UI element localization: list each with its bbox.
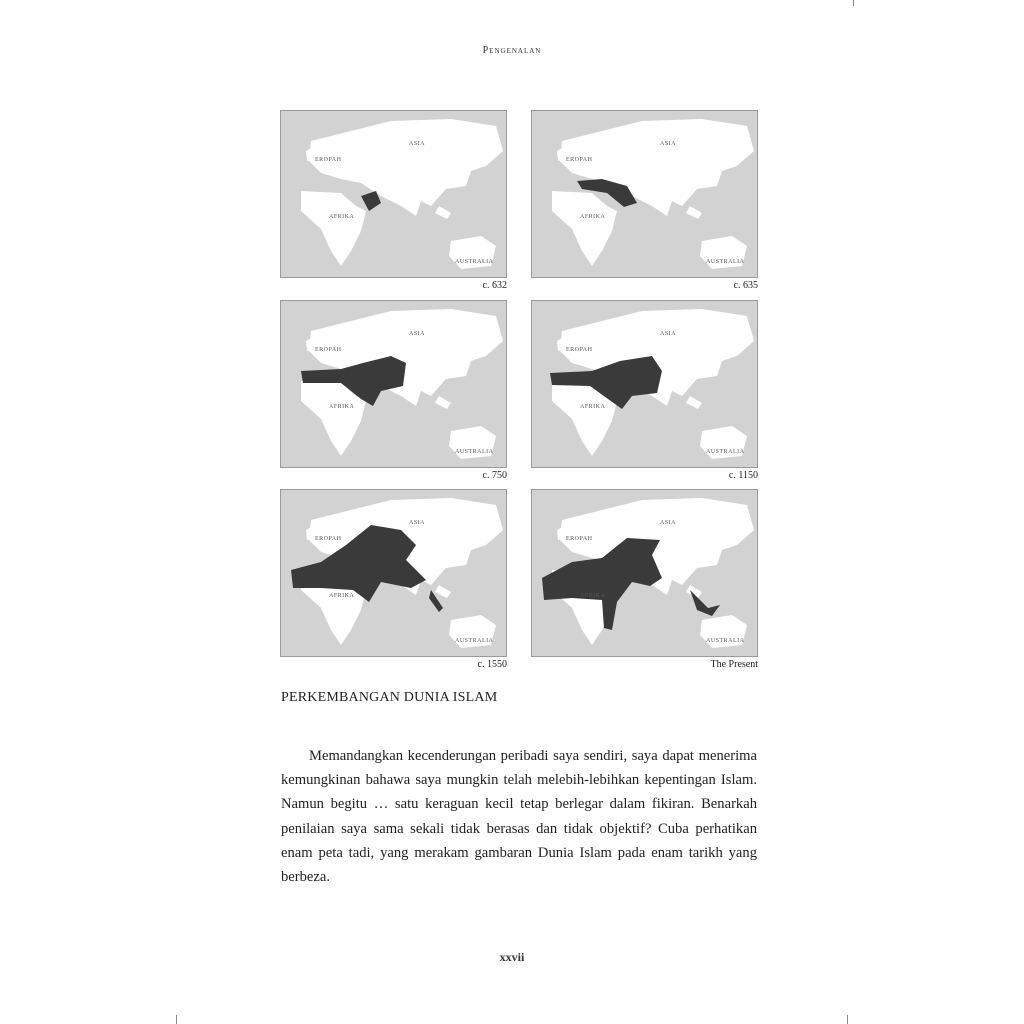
map-panel-750 [280,300,507,481]
body-text: Memandangkan kecenderungan peribadi saya sendiri, saya dapat menerima kemungkinan bahawa saya mungkin telah melebih-lebihkan kepentingan Islam. Namun begitu … satu keraguan kecil tetap berlegar dalam fikiran. Benarkah penilaian saya sama sekali tidak berasas dan tidak objektif? Cuba perhatikan enam peta tadi, yang merakam gambaran Dunia Islam pada enam tarikh yang berbeza. [281,748,757,886]
label-afrika: AFRIKA [329,214,355,220]
map-image [280,300,507,468]
map-image [531,300,758,468]
label-eropah: EROPAH [566,157,593,163]
label-australia: AUSTRALIA [455,449,494,455]
label-asia: ASIA [409,331,426,337]
map-panel-1150 [531,300,758,481]
map-caption: c. 635 [733,280,758,291]
label-asia: ASIA [660,520,677,526]
figure-title: PERKEMBANGAN DUNIA ISLAM [281,690,498,705]
label-asia: ASIA [660,141,677,147]
map-image [531,489,758,657]
map-panel-632 [280,110,507,291]
label-eropah: EROPAH [315,157,342,163]
label-australia: AUSTRALIA [706,259,745,265]
label-afrika: AFRIKA [580,593,606,599]
page-number: xxvii [499,950,525,964]
label-australia: AUSTRALIA [706,449,745,455]
map-panel-1550 [280,489,507,670]
crop-mark [176,1015,177,1024]
map-caption: c. 750 [482,470,507,481]
map-panel-present [531,489,758,670]
world-map-graphic [532,111,758,278]
label-eropah: EROPAH [315,536,342,542]
world-map-graphic [532,301,758,468]
crop-mark [853,0,854,6]
label-eropah: EROPAH [566,347,593,353]
map-image [280,110,507,278]
crop-mark [847,1015,848,1024]
map-caption: c. 1150 [728,470,758,481]
map-panel-635 [531,110,758,291]
label-australia: AUSTRALIA [455,638,494,644]
label-eropah: EROPAH [315,347,342,353]
label-australia: AUSTRALIA [706,638,745,644]
label-asia: ASIA [660,331,677,337]
label-afrika: AFRIKA [329,593,355,599]
label-afrika: AFRIKA [329,404,355,410]
running-head: Pengenalan [482,45,542,56]
world-map-graphic [281,301,507,468]
label-australia: AUSTRALIA [455,259,494,265]
world-map-graphic [532,490,758,657]
world-map-graphic [281,111,507,278]
label-afrika: AFRIKA [580,404,606,410]
map-caption: The Present [710,659,758,670]
body-paragraph [281,744,757,889]
label-afrika: AFRIKA [580,214,606,220]
map-caption: c. 1550 [477,659,507,670]
map-image [280,489,507,657]
label-asia: ASIA [409,520,426,526]
label-eropah: EROPAH [566,536,593,542]
map-caption: c. 632 [482,280,507,291]
map-image [531,110,758,278]
world-map-graphic [281,490,507,657]
label-asia: ASIA [409,141,426,147]
